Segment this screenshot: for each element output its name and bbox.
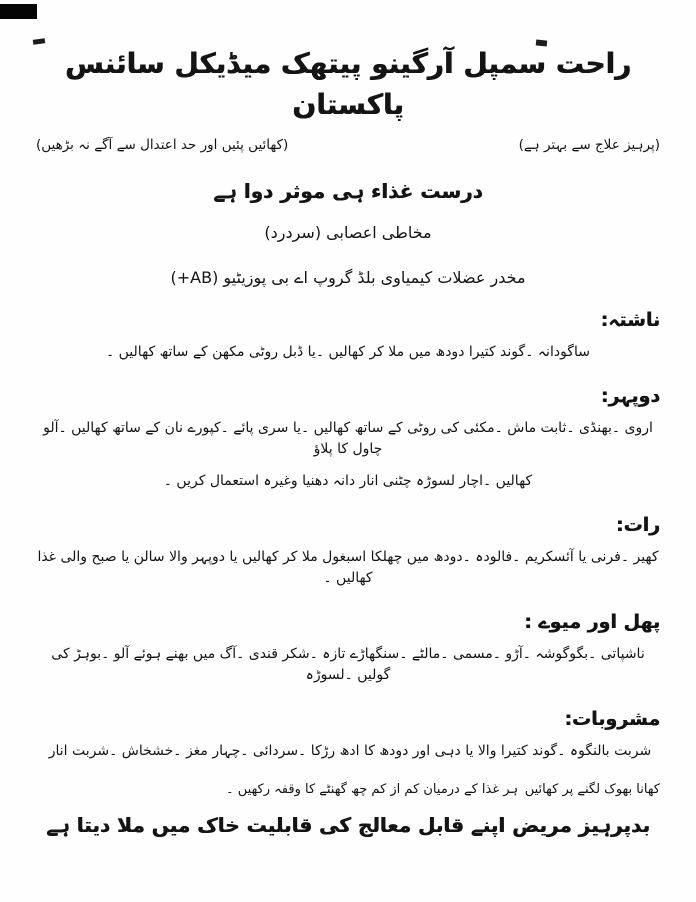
section-heading-fruits: پھل اور میوے : bbox=[524, 611, 660, 634]
section-body-lunch-line2: کھالیں ۔اچار لسوڑہ چٹنی انار دانہ دھنیا وغیرہ استعمال کریں ۔ bbox=[163, 473, 533, 490]
blood-group-line: مخدر عضلات کیمیاوی بلڈ گروپ اے بی پوزیٹیو (AB+) bbox=[170, 268, 526, 288]
tagline-moderation: (کھائیں پئیں اور حد اعتدال سے آگے نہ بڑھیں) bbox=[36, 137, 289, 154]
section-heading-drinks: مشروبات: bbox=[564, 708, 660, 731]
section-body-fruits: ناشپاتی ۔بگوگوشہ ۔آڑو ۔مسمی ۔مالٹے ۔سنگھاڑے تازہ ۔شکر قندی ۔آگ میں بھنے ہوئے آلو ۔بوہڑ کی گولیں ۔لسوڑہ bbox=[51, 646, 645, 684]
footer-note-meal-gap: ہر غذا کے درمیان کم از کم چھ گھنٹے کا وقفہ رکھیں ۔ bbox=[226, 782, 519, 798]
scan-artifact-corner bbox=[0, 4, 37, 19]
scan-artifact-speck bbox=[536, 39, 548, 46]
closing-statement: بدپرہیز مریض اپنے قابل معالج کی قابلیت خاک میں ملا دیتا ہے bbox=[46, 813, 650, 838]
section-fruits bbox=[36, 611, 660, 686]
section-night bbox=[36, 514, 660, 589]
tagline-prevention: (پرہیز علاج سے بہتر ہے) bbox=[518, 137, 660, 154]
section-heading-breakfast: ناشتہ: bbox=[600, 309, 660, 332]
diagnosis-line: مخاطی اعصابی (سردرد) bbox=[264, 223, 432, 243]
section-drinks bbox=[36, 708, 660, 762]
section-body-lunch-line1: اروی ۔بھنڈی ۔ثابت ماش ۔مکئی کی روٹی کے ساتھ کھالیں ۔یا سری پائے ۔کپورے نان کے ساتھ کھالیں ۔آلو چاول کا پلاؤ bbox=[43, 420, 653, 458]
section-heading-lunch: دوپہر: bbox=[600, 385, 660, 408]
clinic-title: راحت سمپل آرگینو پیتھک میڈیکل سائنس پاکستان bbox=[64, 47, 632, 121]
section-body-night: کھیر ۔فرنی یا آئسکریم ۔فالودہ ۔دودھ میں چھلکا اسبغول ملا کر کھالیں یا دوپہر والا سالن یا صبح والی غذا کھالیں ۔ bbox=[37, 549, 659, 587]
tagline-row bbox=[36, 137, 660, 153]
section-body-drinks: شربت بالنگوہ ۔گوند کتیرا والا یا دہی اور دودھ کا ادھ رڑکا ۔سردائی ۔چہار مغز ۔خشخاش ۔شربت انار bbox=[48, 743, 652, 760]
section-lunch bbox=[36, 385, 660, 492]
section-breakfast bbox=[36, 309, 660, 363]
footer-notes-row bbox=[36, 782, 660, 797]
section-heading-night: رات: bbox=[615, 514, 660, 537]
section-body-breakfast: ساگودانہ ۔گوند کتیرا دودھ میں ملا کر کھالیں ۔یا ڈبل روٹی مکھن کے ساتھ کھالیں ۔ bbox=[106, 344, 590, 361]
motto-heading: درست غذاء ہی موثر دوا ہے bbox=[213, 179, 483, 204]
footer-note-eat-when-hungry: کھانا بھوک لگنے پر کھائیں bbox=[524, 782, 660, 798]
